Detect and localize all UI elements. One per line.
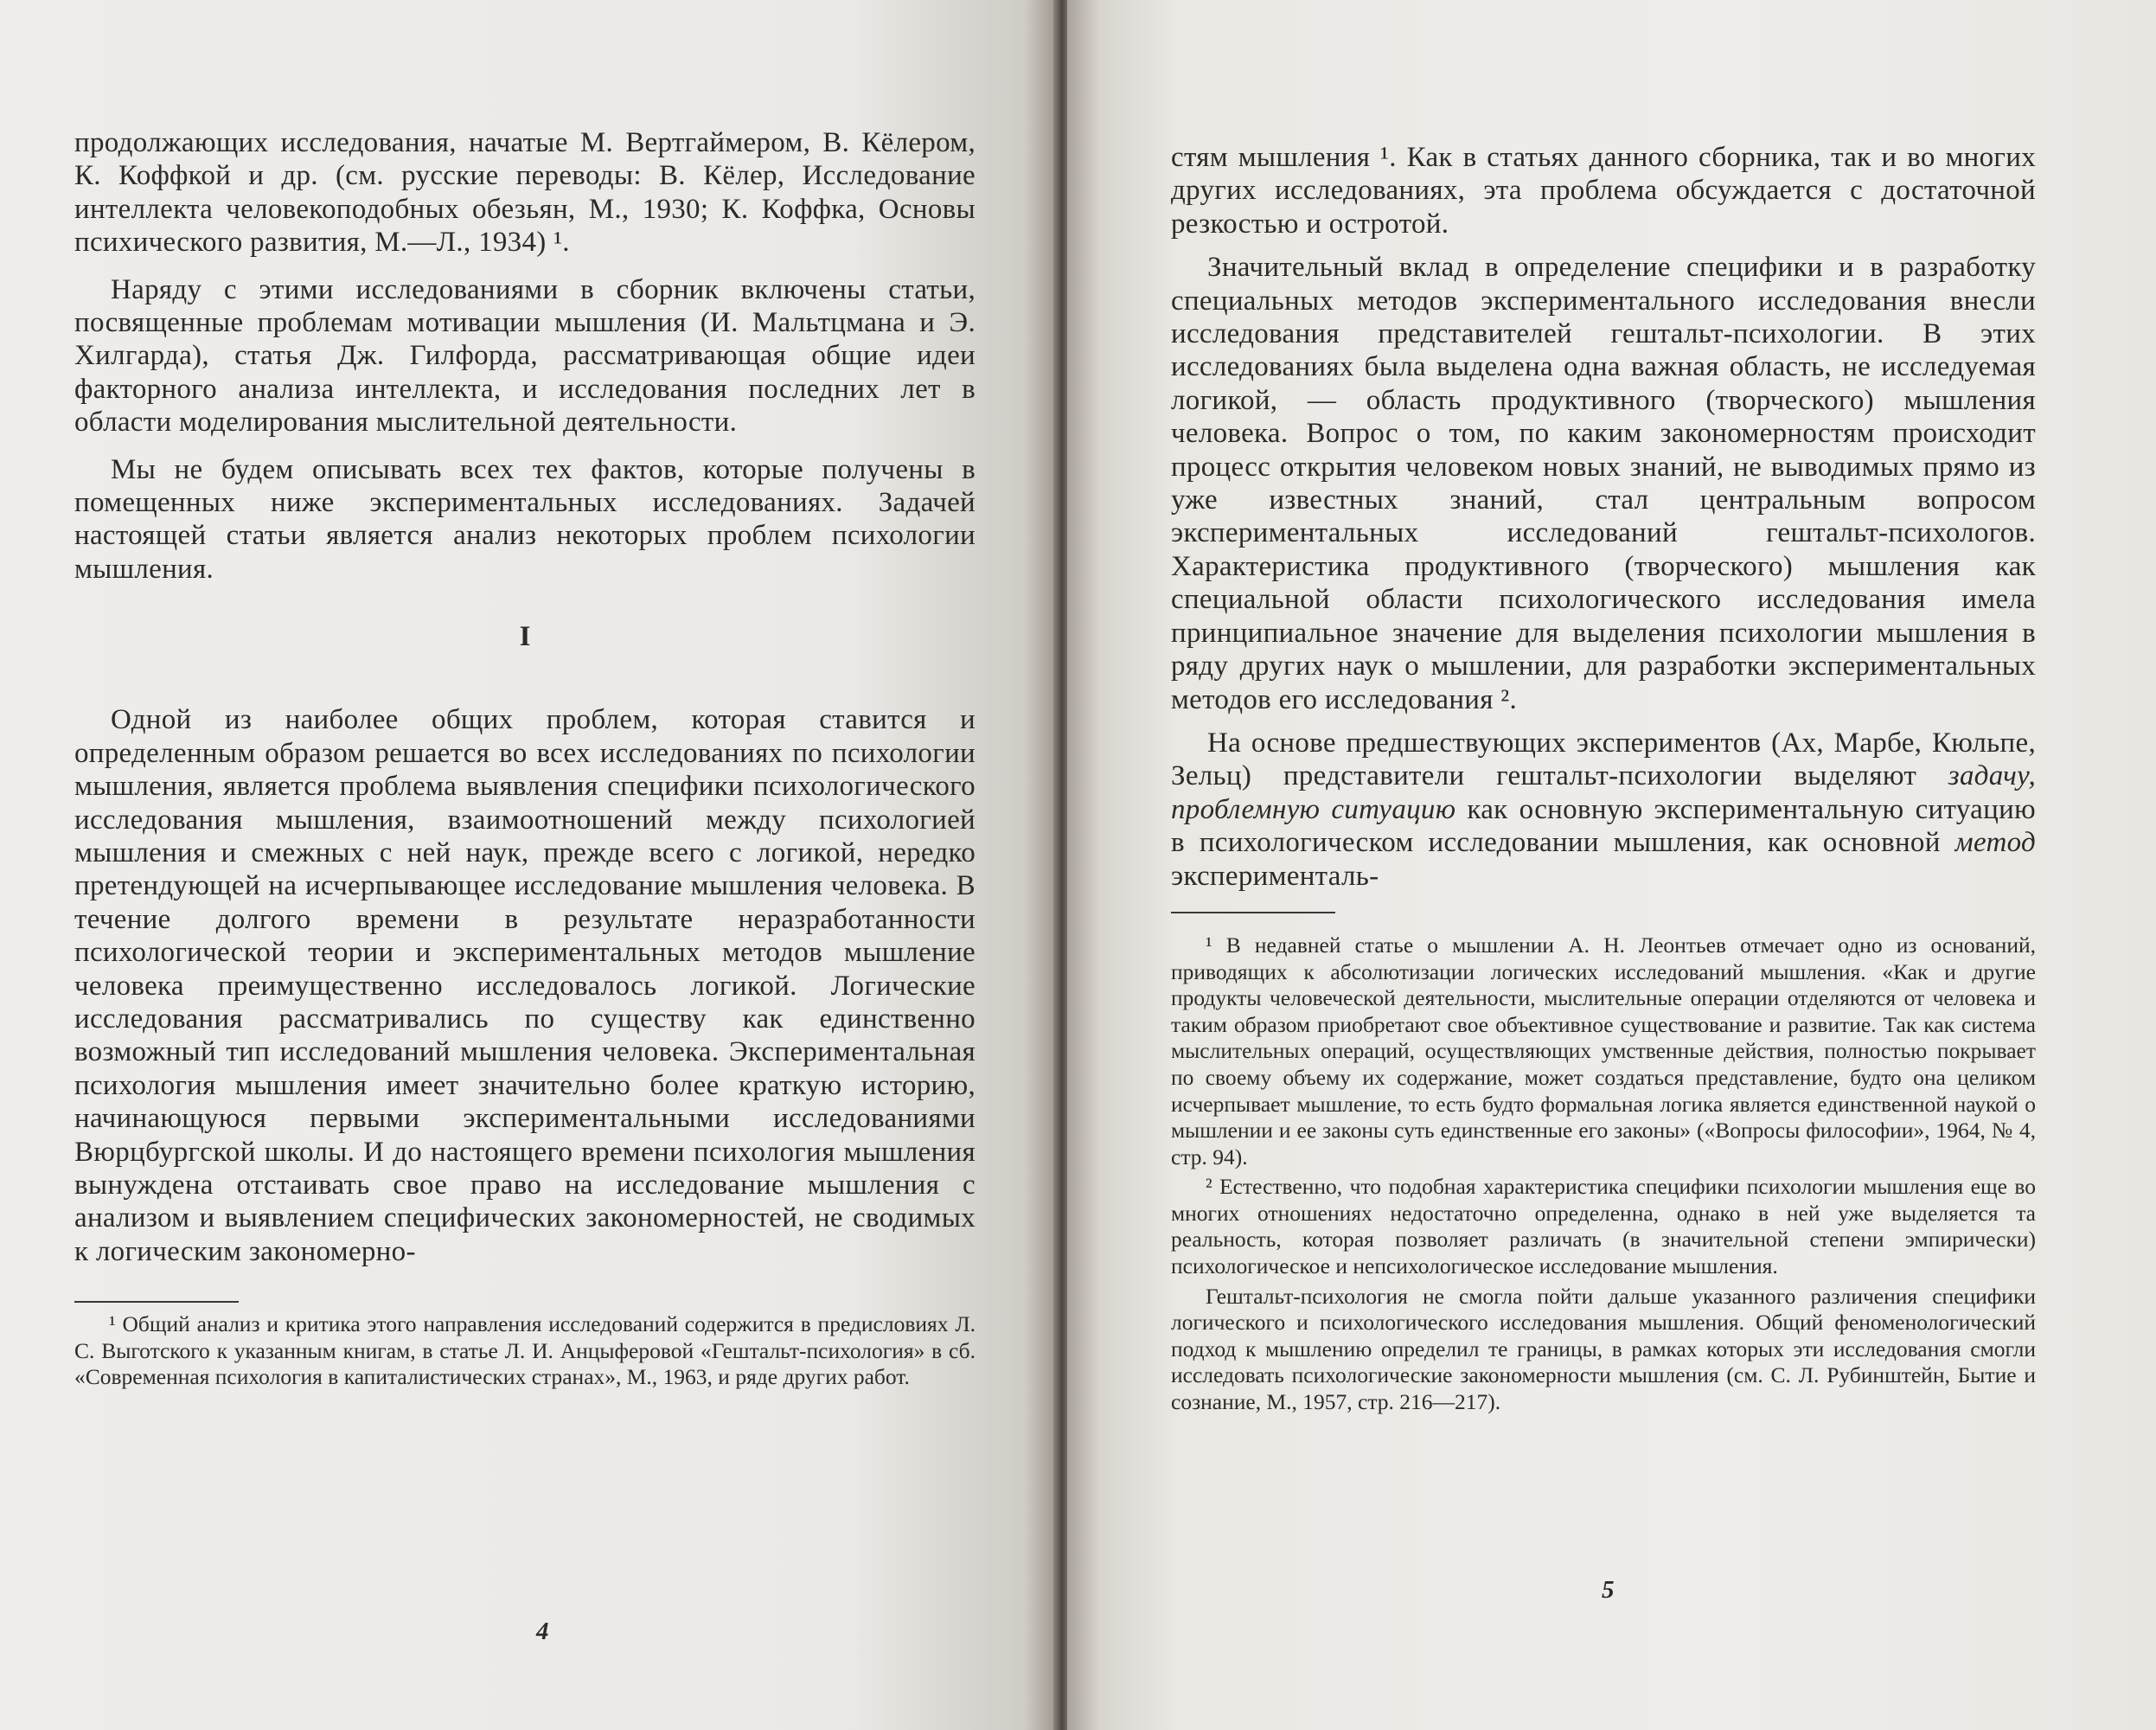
right-page bbox=[1067, 0, 2156, 1730]
right-paragraph-3-part-1: На основе предшествующих экспериментов (Ах, Марбе, Кюльпе, Зельц) представители гештальт-психологии выделяют bbox=[1171, 727, 2036, 792]
left-footnote: ¹ Общий анализ и критика этого направления исследований содержится в предисловиях Л. С. Выготского к указанным книгам, в статье Л. И. Анцыферовой «Гештальт-психология» в сб. «Современная психология в капиталистических странах», М., 1963, и ряде других работ. bbox=[74, 1311, 976, 1390]
emphasis-problem-situation: задачу, проблемную ситуацию bbox=[1171, 760, 2036, 825]
section-heading: I bbox=[519, 621, 531, 653]
left-page bbox=[0, 0, 1057, 1730]
right-paragraph-2: Значительный вклад в определение специфики и в разработку специальных методов экспериментального исследования внесли исследования представителей гештальт-психологии. В этих исследованиях была выделена одна важная область, не исследуемая логикой, — область продуктивного (творческого) мышления человека. Вопрос о том, по каким закономерностям происходит процесс открытия человеком новых знаний, не выводимых прямо из уже известных знаний, стал центральным вопросом экспериментальных исследований гештальт-психологов. Характеристика продуктивного (творческого) мышления как специальной области психологического исследования имела принципиальное значение для выделения психологии мышления в ряду других наук о мышлении, для разработки экспериментальных методов его исследования ². bbox=[1171, 252, 2036, 715]
left-paragraph-1: продолжающих исследования, начатые М. Вертгаймером, В. Кёлером, К. Коффкой и др. (см. русские переводы: В. Кёлер, Исследование интеллекта человекоподобных обезьян, М., 1930; К. Коффка, Основы психического развития, М.—Л., 1934) ¹. bbox=[74, 127, 976, 259]
page-number-left: 4 bbox=[536, 1618, 549, 1645]
left-section-paragraph: Одной из наиболее общих проблем, которая ставится и определенным образом решается во всех исследованиях по психологии мышления, является проблема выявления специфики психологического исследования мышления, взаимоотношений между психологией мышления и смежных с ней наук, прежде всего с логикой, нередко претендующей на исчерпывающее исследование мышления человека. В течение долгого времени в результате неразработанности психологической теории и экспериментальных методов мышление человека преимущественно исследовалось логикой. Логические исследования рассматривались по существу как единственно возможный тип исследований мышления человека. Экспериментальная психология мышления имеет значительно более краткую историю, начинающуюся первыми экспериментальными исследованиями Вюрцбургской школы. И до настоящего времени психология мышления вынуждена отстаивать свое право на исследование мышления с анализом и выявлением специфических закономерностей, не сводимых к логическим закономерно- bbox=[74, 704, 976, 1267]
left-paragraph-3: Мы не будем описывать всех тех фактов, которые получены в помещенных ниже экспериментальных исследованиях. Задачей настоящей статьи является анализ некоторых проблем психологии мышления. bbox=[74, 453, 976, 585]
right-footnote-3: Гештальт-психология не смогла пойти дальше указанного различения специфики логического и психологического исследования мышления. Общий феноменологический подход к мышлению определил те границы, в рамках которых эти исследования смогли исследовать психологические закономерности мышления (см. С. Л. Рубинштейн, Бытие и сознание, М., 1957, стр. 216—217). bbox=[1171, 1283, 2036, 1415]
right-page-body bbox=[1171, 141, 2036, 1416]
page-number-right: 5 bbox=[1602, 1576, 1615, 1604]
footnote-rule-left bbox=[74, 1301, 239, 1303]
right-footnote-2: ² Естественно, что подобная характеристика специфики психологии мышления еще во многих отношениях недостаточно определенна, однако в ней уже выделяется та реальность, которая позволяет различать (в значительной степени эмпирически) психологическое и непсихологическое исследование мышления. bbox=[1171, 1174, 2036, 1279]
right-paragraph-1: стям мышления ¹. Как в статьях данного сборника, так и во многих других исследованиях, эта проблема обсуждается с достаточной резкостью и остротой. bbox=[1171, 142, 2036, 240]
left-page-body bbox=[74, 126, 976, 1391]
footnote-rule-right bbox=[1171, 912, 1335, 913]
right-footnote-1: ¹ В недавней статье о мышлении А. Н. Леонтьев отмечает одно из оснований, приводящих к абсолютизации логических исследований мышления. «Как и другие продукты человеческой деятельности, мыслительные операции отделяются от человека и таким образом приобретают свое объективное существование и развитие. Так как система мыслительных операций, осуществляющих умственные действия, полностью покрывает по своему объему их содержание, может создаться представление, будто она целиком исчерпывает мышление, то есть будто формальная логика является единственной наукой о мышлении и ее законы суть единственные его законы» («Вопросы философии», 1964, № 4, стр. 94). bbox=[1171, 932, 2036, 1169]
right-paragraph-3 bbox=[1171, 727, 2036, 893]
right-paragraph-3-part-2: как основную экспериментальную ситуацию в психологическом исследовании мышления, как основной bbox=[1171, 793, 2036, 859]
emphasis-method: метод bbox=[1954, 827, 2036, 859]
left-paragraph-2: Наряду с этими исследованиями в сборник включены статьи, посвященные проблемам мотивации мышления (И. Мальтцмана и Э. Хилгарда), статья Дж. Гилфорда, рассматривающая общие идеи факторного анализа интеллекта, и исследования последних лет в области моделирования мыслительной деятельности. bbox=[74, 273, 976, 439]
right-paragraph-3-part-3: эксперименталь- bbox=[1171, 860, 1379, 892]
